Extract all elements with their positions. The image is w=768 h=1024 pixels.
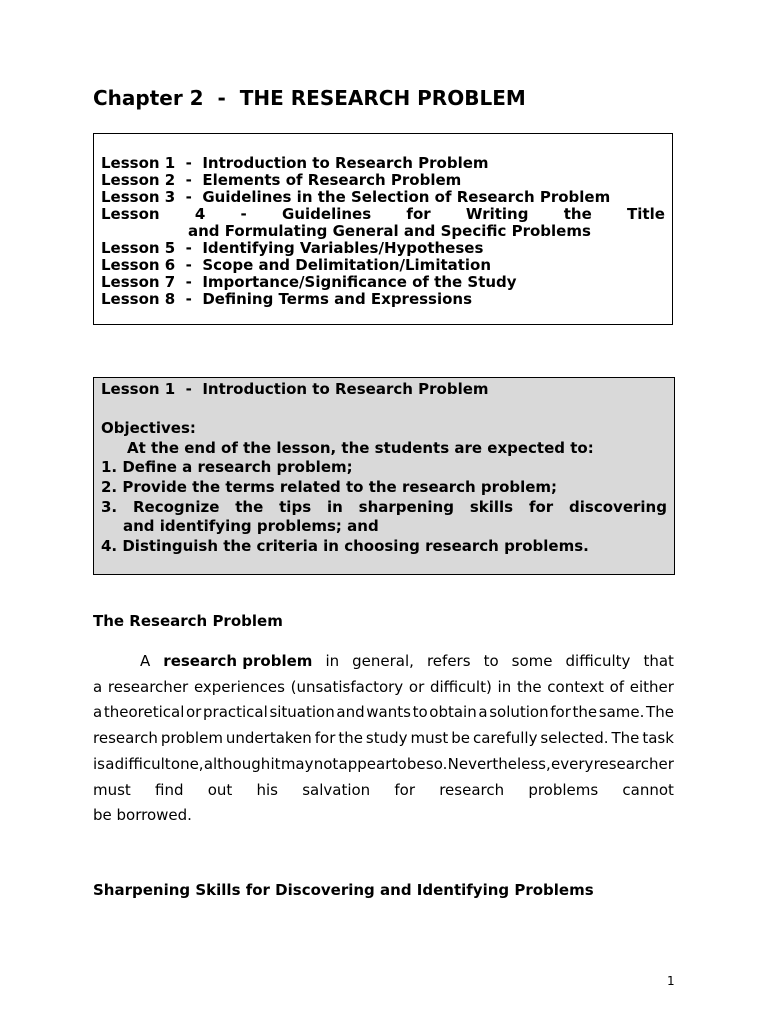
lesson-item: Lesson 6 - Scope and Delimitation/Limitation (101, 256, 492, 274)
page-title: Chapter 2 - THE RESEARCH PROBLEM (93, 86, 526, 110)
lesson-item: Lesson 1 - Introduction to Research Problem (101, 154, 489, 172)
paragraph-line: must find out his salvation for research problems cannot (93, 780, 674, 799)
objective-item: 1. Define a research problem; (101, 458, 353, 477)
objective-item-3: 3. Recognize the tips in sharpening skills for discovering (101, 497, 667, 516)
objective-item-3-continued: and identifying problems; and (123, 517, 379, 536)
lesson-item: Lesson 3 - Guidelines in the Selection of Research Problem (101, 188, 611, 206)
paragraph-lead: A (140, 652, 151, 670)
paragraph-line: research problem undertaken for the study must be carefully selected. The task (93, 729, 674, 748)
paragraph-line: a theoretical or practical situation and wants to obtain a solution for the same. The (93, 703, 674, 722)
objectives-intro: At the end of the lesson, the students are expected to: (127, 438, 594, 457)
objective-item: 2. Provide the terms related to the research problem; (101, 477, 558, 496)
research-problem-paragraph (93, 649, 674, 829)
lesson-item: Lesson 7 - Importance/Significance of the Study (101, 273, 517, 291)
paragraph-line: A research problem in general, refers to some difficulty that (93, 649, 674, 675)
objectives-lesson-title: Lesson 1 - Introduction to Research Problem (101, 380, 489, 398)
lesson-item: Lesson 8 - Defining Terms and Expressions (101, 290, 473, 308)
lesson-item: Lesson 5 - Identifying Variables/Hypotheses (101, 239, 484, 257)
objective-item: 4. Distinguish the criteria in choosing research problems. (101, 536, 589, 555)
section-heading-sharpening-skills: Sharpening Skills for Discovering and Identifying Problems (93, 881, 594, 899)
objectives-heading: Objectives: (101, 419, 196, 438)
section-heading-research-problem: The Research Problem (93, 612, 283, 630)
lesson-item-4-continued: and Formulating General and Specific Problems (188, 222, 591, 240)
paragraph-line: is a difficult one, although it may not appear to be so. Nevertheless, every researcher (93, 754, 674, 773)
lesson-item: Lesson 2 - Elements of Research Problem (101, 171, 462, 189)
lessons-list-box (93, 133, 673, 325)
objectives-box (93, 377, 675, 575)
paragraph-line: be borrowed. (93, 806, 192, 825)
lesson-item-4: Lesson 4 - Guidelines for Writing the Title (101, 205, 665, 223)
paragraph-line: a researcher experiences (unsatisfactory or difficult) in the context of either (93, 677, 674, 696)
page-number: 1 (667, 974, 675, 988)
paragraph-key-term: research problem (163, 652, 313, 670)
